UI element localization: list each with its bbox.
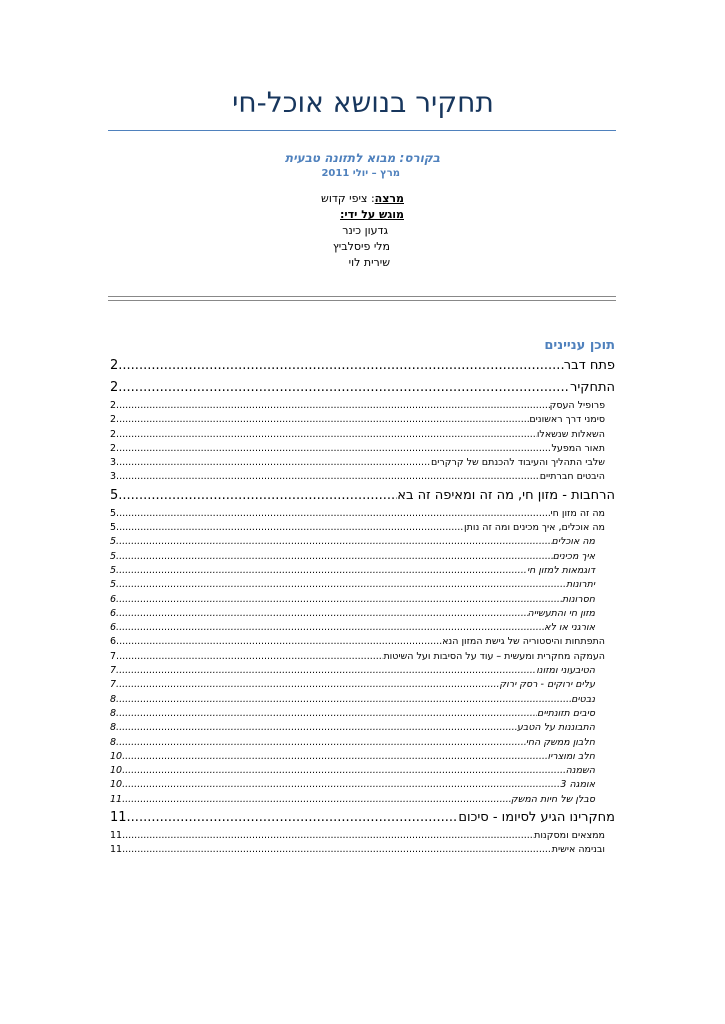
document-title: תחקיר בנושא אוכל-חי (232, 86, 494, 119)
toc-leader-dots (122, 778, 560, 792)
toc-entry[interactable] (110, 593, 615, 607)
toc-entry-title: סימני דרך ראשונים (529, 414, 605, 426)
toc-leader-dots (116, 707, 537, 721)
toc-entry[interactable] (110, 607, 615, 621)
toc-entry[interactable] (110, 778, 615, 792)
toc-entry-page: 5 (110, 564, 117, 576)
toc-leader-dots (116, 535, 551, 549)
toc-entry-page: 5 (110, 507, 117, 519)
toc-entry[interactable] (110, 521, 615, 535)
toc-entry[interactable] (110, 550, 615, 564)
toc-entry[interactable] (110, 413, 615, 427)
toc-entry-title: היבטים חברתיים (539, 471, 605, 483)
toc-entry-title: פתח דבר (563, 358, 615, 373)
toc-entry-page: 7 (110, 665, 117, 677)
toc-entry-page: 5 (110, 522, 117, 534)
toc-entry-page: 8 (110, 722, 117, 734)
toc-entry-page: 3 (110, 457, 117, 469)
toc-entry-title: הרחבות - מזון חי, מה זה ומאיפה זה בא (397, 487, 615, 503)
toc-leader-dots (122, 750, 547, 764)
toc-entry-page: 11 (110, 844, 123, 856)
toc-entry[interactable] (110, 442, 615, 456)
submitted-by-line (240, 208, 404, 221)
toc-leader-dots (116, 428, 537, 442)
toc-entry-page: 2 (110, 428, 117, 440)
toc-entry-page: 2 (110, 358, 119, 373)
toc-entry[interactable] (110, 621, 615, 635)
lecturer-label: מרצה (374, 192, 404, 205)
toc-leader-dots (116, 442, 551, 456)
toc-entry[interactable] (110, 664, 615, 678)
toc-entry[interactable] (110, 377, 615, 399)
toc-leader-dots (116, 399, 550, 413)
toc-entry-page: 3 (110, 471, 117, 483)
toc-entry-page: 8 (110, 707, 117, 719)
toc-entry-title: השמנה (565, 765, 595, 777)
toc-entry[interactable] (110, 764, 615, 778)
author-name: שירית לוי (348, 256, 390, 269)
toc-entry[interactable] (110, 693, 615, 707)
toc-leader-dots (122, 793, 511, 807)
toc-entry-page: 5 (110, 487, 119, 503)
toc-entry[interactable] (110, 470, 615, 484)
table-of-contents (110, 355, 615, 858)
toc-entry-title: מה אוכלים (551, 536, 595, 548)
toc-entry[interactable] (110, 456, 615, 470)
toc-entry[interactable] (110, 678, 615, 692)
toc-entry[interactable] (110, 736, 615, 750)
toc-entry-title: התבוננות על הטבע (516, 722, 595, 734)
toc-leader-dots (116, 564, 527, 578)
toc-entry[interactable] (110, 721, 615, 735)
toc-entry-title: שלבי התהליך והעיבוד להכנתם של קרקרים (430, 457, 605, 469)
toc-entry[interactable] (110, 807, 615, 829)
toc-entry[interactable] (110, 507, 615, 521)
toc-leader-dots (118, 485, 397, 507)
separator-rule (108, 300, 616, 301)
course-name: בקורס: מבוא לתזונה טבעית (284, 151, 440, 165)
toc-entry-title: התפתחות והיסטוריה של גישת המזון הנא (442, 636, 605, 648)
toc-entry-page: 6 (110, 607, 117, 619)
toc-entry-title: אומגה 3 (560, 779, 595, 791)
toc-entry-page: 5 (110, 550, 117, 562)
toc-leader-dots (116, 635, 442, 649)
toc-leader-dots (116, 550, 553, 564)
toc-entry-page: 6 (110, 593, 117, 605)
toc-entry-title: חסרונות (562, 593, 595, 605)
toc-entry[interactable] (110, 564, 615, 578)
toc-entry-title: הטיבעוני ומזונו (536, 665, 595, 677)
toc-entry-title: נבטים (571, 693, 595, 705)
toc-entry-title: ממצאים ומסקנות (534, 830, 605, 842)
course-period: מרץ – יולי 2011 (321, 168, 400, 179)
toc-leader-dots (116, 593, 562, 607)
toc-entry-title: דוגמאות למזון חי (526, 564, 595, 576)
toc-entry-page: 11 (110, 793, 123, 805)
toc-leader-dots (116, 607, 527, 621)
toc-entry[interactable] (110, 750, 615, 764)
toc-entry-page: 5 (110, 579, 117, 591)
toc-entry-title: יתרונות (566, 579, 595, 591)
lecturer-name: : ציפי קדוש (321, 192, 375, 205)
toc-entry-title: איך מכינים (552, 550, 595, 562)
toc-entry[interactable] (110, 399, 615, 413)
toc-entry-page: 11 (110, 830, 123, 842)
toc-entry-page: 10 (110, 750, 123, 762)
toc-entry-title: עלים ירוקים - רסק ירוק (499, 679, 595, 691)
toc-entry[interactable] (110, 428, 615, 442)
toc-entry[interactable] (110, 829, 615, 843)
toc-leader-dots (116, 621, 544, 635)
toc-entry-page: 2 (110, 400, 117, 411)
toc-entry[interactable] (110, 707, 615, 721)
toc-entry[interactable] (110, 793, 615, 807)
toc-entry-title: סיבים תזונתיים (537, 707, 595, 719)
toc-leader-dots (116, 470, 540, 484)
toc-entry-page: 10 (110, 779, 123, 791)
toc-entry-title: תאור המפעל (551, 442, 605, 454)
toc-entry-title: מחקרינו הגיע לסיומו - סיכום (458, 810, 615, 826)
toc-entry-title: פרופיל העסק (549, 400, 605, 411)
toc-leader-dots (122, 843, 552, 857)
toc-leader-dots (116, 664, 536, 678)
toc-entry-title: התחקיר (570, 380, 615, 395)
toc-entry-page: 8 (110, 693, 117, 705)
toc-leader-dots (127, 807, 459, 829)
toc-entry-title: סבלן של חיות המשק (510, 793, 595, 805)
toc-leader-dots (116, 456, 431, 470)
toc-entry-page: 11 (110, 810, 127, 826)
toc-leader-dots (116, 721, 517, 735)
toc-entry-page: 7 (110, 679, 117, 691)
toc-leader-dots (116, 521, 464, 535)
toc-entry-title: חלב ומוצריו (547, 750, 595, 762)
toc-entry[interactable] (110, 578, 615, 592)
toc-leader-dots (116, 578, 566, 592)
toc-entry-title: אורגני או לא (544, 622, 595, 634)
toc-entry[interactable] (110, 635, 615, 649)
toc-heading: תוכן עניינים (544, 338, 615, 353)
lecturer-line (240, 192, 404, 205)
author-name: גדעון כינר (342, 224, 388, 237)
toc-entry-title: מה אוכלים, איך מכינים ומה זה נותן (464, 522, 605, 534)
author-name: מלי פיסלביץ (332, 240, 390, 253)
toc-leader-dots (116, 650, 383, 664)
toc-entry-page: 8 (110, 736, 117, 748)
toc-leader-dots (116, 693, 571, 707)
toc-entry-page: 5 (110, 536, 117, 548)
toc-entry[interactable] (110, 650, 615, 664)
toc-entry-page: 10 (110, 765, 123, 777)
toc-leader-dots (122, 829, 534, 843)
toc-leader-dots (116, 507, 550, 521)
toc-leader-dots (116, 678, 499, 692)
toc-leader-dots (116, 736, 526, 750)
submitted-by-label: מוגש על ידי: (340, 208, 404, 221)
toc-entry-title: מזון חי והתעשייה (527, 607, 595, 619)
toc-entry-page: 2 (110, 442, 117, 454)
toc-leader-dots (118, 355, 563, 377)
title-underline (108, 130, 616, 131)
toc-entry-page: 7 (110, 650, 117, 662)
toc-entry-page: 6 (110, 636, 117, 648)
toc-entry[interactable] (110, 843, 615, 857)
toc-entry[interactable] (110, 485, 615, 507)
toc-leader-dots (118, 377, 570, 399)
toc-entry-title: חלבון ממשק החי (525, 736, 595, 748)
toc-leader-dots (116, 413, 529, 427)
toc-entry-title: העמקה מחקרית ומעשית – עוד על הסיבות ועל השיטות (383, 650, 605, 662)
toc-entry[interactable] (110, 535, 615, 549)
toc-leader-dots (122, 764, 566, 778)
toc-entry-page: 2 (110, 380, 119, 395)
toc-entry-page: 6 (110, 622, 117, 634)
toc-entry-title: מה זה מזון חי (550, 507, 605, 519)
toc-entry-title: ובנימה אישית (551, 844, 605, 856)
toc-entry[interactable] (110, 355, 615, 377)
toc-entry-page: 2 (110, 414, 117, 426)
toc-entry-title: השאלות שנשאלו (536, 428, 605, 440)
separator-rule (108, 296, 616, 297)
